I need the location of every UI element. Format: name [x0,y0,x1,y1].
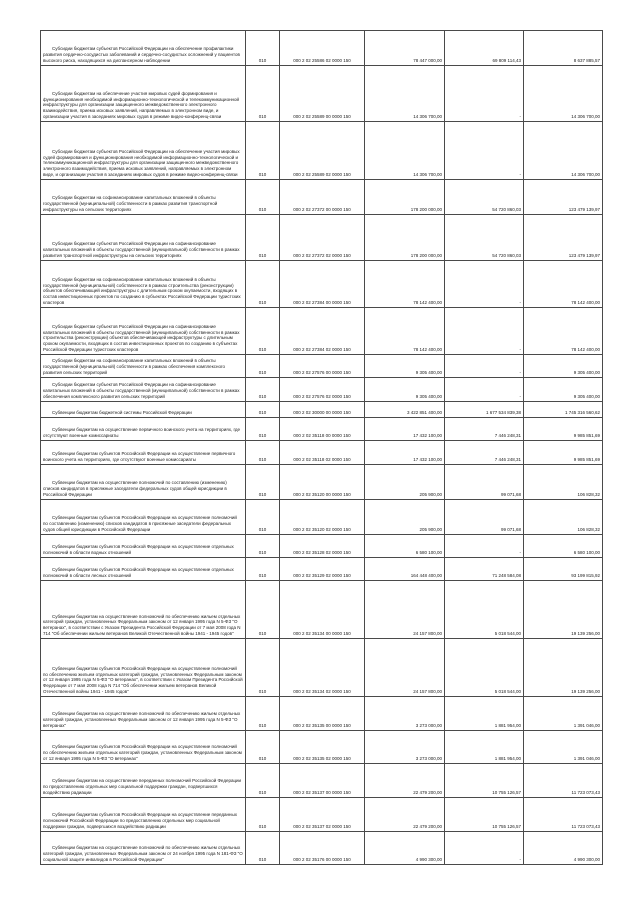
row-name: Субвенции бюджетам на осуществление полномочий по обеспечению жильем отдельных категорий граждан, установленных Федеральным законом от 24 ноября 1995 года N 181-ФЗ "О социальной защите инвалидов в Российской Федерации" [41,832,246,865]
row-unexecuted-amount: 6 580 100,00 [524,535,603,558]
row-budget-classification-code: 000 2 02 35134 00 0000 150 [280,581,365,639]
row-approved-amount: 78 447 000,00 [365,31,445,66]
row-approved-amount: 14 306 700,00 [365,66,445,122]
table-row [41,261,603,308]
row-unexecuted-amount: 1 391 046,00 [524,731,603,764]
row-approved-amount: 3 273 000,00 [365,731,445,764]
row-approved-amount: 4 990 300,00 [365,832,445,865]
row-line-code: 010 [246,308,280,355]
row-name: Субвенции бюджетам бюджетной системы Российской Федерации [41,402,246,418]
row-name: Субвенции бюджетам субъектов Российской Федерации на осуществление переданных полномочий Российской Федерации по предоставлению отдельных мер социальной поддержки граждан, подвергшихся воздействию радиации [41,798,246,832]
row-executed-amount: - [445,832,524,865]
row-name: Субсидии бюджетам на софинансирование капитальных вложений в объекты государственной (муниципальной) собственности в рамках развития транспортной инфраструктуры на сельских территориях [41,180,246,215]
row-name: Субвенции бюджетам субъектов Российской Федерации на осуществление отдельных полномочий в области лесных отношений [41,558,246,581]
row-approved-amount: 205 900,00 [365,465,445,500]
row-line-code: 010 [246,180,280,215]
table-row [41,215,603,261]
row-budget-classification-code: 000 2 02 35118 00 0000 150 [280,418,365,441]
row-unexecuted-amount: 78 142 400,00 [524,261,603,308]
row-budget-classification-code: 000 2 02 35128 02 0000 150 [280,535,365,558]
row-line-code: 010 [246,832,280,865]
row-name: Субсидии бюджетам субъектов Российской Федерации на софинансирование капитальных вложений в объекты государственной (муниципальной) собственности в рамках развития транспортной инфраструктуры на сельских территориях [41,215,246,261]
row-approved-amount: 164 448 400,00 [365,558,445,581]
row-executed-amount: 54 720 860,03 [445,215,524,261]
row-approved-amount: 205 900,00 [365,500,445,535]
row-executed-amount: 1 881 954,00 [445,731,524,764]
row-name: Субвенции бюджетам субъектов Российской Федерации на осуществление полномочий по обеспечению жильем отдельных категорий граждан, установленных Федеральным законом от 12 января 1995 года N 5-ФЗ "О ветеранах", в соответствии с Указом Президента Российской Федерации от 7 мая 2008 года N 714 "Об обеспечении жильем ветеранов Великой Отечественной войны 1941 - 1945 годов" [41,639,246,697]
row-line-code: 010 [246,500,280,535]
row-executed-amount: - [445,66,524,122]
row-name: Субсидии бюджетам субъектов Российской Федерации на софинансирование капитальных вложений в объекты государственной (муниципальной) собственности в рамках обеспечения комплексного развития сельских территорий [41,378,246,402]
row-unexecuted-amount: 9 305 400,00 [524,355,603,378]
row-approved-amount: 22 479 200,00 [365,764,445,798]
row-unexecuted-amount: 1 391 046,00 [524,697,603,731]
row-line-code: 010 [246,441,280,465]
row-budget-classification-code: 000 2 02 27372 02 0000 150 [280,215,365,261]
row-budget-classification-code: 000 2 02 35134 02 0000 150 [280,639,365,697]
table-row [41,535,603,558]
row-budget-classification-code: 000 2 02 25586 02 0000 150 [280,31,365,66]
row-line-code: 010 [246,581,280,639]
row-unexecuted-amount: 4 990 300,00 [524,832,603,865]
row-unexecuted-amount: 93 199 815,92 [524,558,603,581]
table-row [41,639,603,697]
table-row [41,402,603,418]
table-row [41,378,603,402]
row-line-code: 010 [246,697,280,731]
row-name: Субсидии бюджетам субъектов Российской Федерации на обеспечение участия мировых судей формирования и функционирования необходимой информационно-технологической и телекоммуникационной инфраструктуры для организации защищенного межведомственного электронного взаимодействия, приема исковых заявлений, направляемых в электронном виде, и организации участия в заседаниях мировых судов в режиме видео-конференц-связи [41,122,246,180]
row-name: Субсидии бюджетам на обеспечение участия мировых судей формирования и функционирования необходимой информационно-технологической и телекоммуникационной инфраструктуры для организации защищенного межведомственного электронного взаимодействия, приема исковых заявлений, направляемых в электронном виде, и организации участия в заседаниях мировых судов в режиме видео-конференц-связи [41,66,246,122]
row-line-code: 010 [246,66,280,122]
row-executed-amount: - [445,308,524,355]
row-budget-classification-code: 000 2 02 27384 02 0000 150 [280,308,365,355]
row-budget-classification-code: 000 2 02 35129 02 0000 150 [280,558,365,581]
table-row [41,500,603,535]
row-executed-amount: 7 446 248,31 [445,441,524,465]
row-unexecuted-amount: 78 142 400,00 [524,308,603,355]
row-unexecuted-amount: 11 723 073,43 [524,798,603,832]
row-line-code: 010 [246,639,280,697]
row-name: Субсидии бюджетам на софинансирование капитальных вложений в объекты государственной (муниципальной) собственности в рамках строительства (реконструкции) объектов обеспечивающей инфраструктуры с длительным сроком окупаемости, входящих в состав инвестиционных проектов по созданию в субъектах Российской Федерации туристских кластеров [41,261,246,308]
row-unexecuted-amount: 14 306 700,00 [524,122,603,180]
row-name: Субвенции бюджетам на осуществление полномочий по обеспечению жильем отдельных категорий граждан, установленных Федеральным законом от 12 января 1995 года N 5-ФЗ "О ветеранах" [41,697,246,731]
row-executed-amount: 5 018 544,00 [445,639,524,697]
row-budget-classification-code: 000 2 02 25589 02 0000 150 [280,122,365,180]
table-row [41,558,603,581]
row-line-code: 010 [246,798,280,832]
row-line-code: 010 [246,215,280,261]
row-budget-classification-code: 000 2 02 27576 02 0000 150 [280,378,365,402]
table-row [41,441,603,465]
table-row [41,798,603,832]
table-row [41,418,603,441]
row-line-code: 010 [246,355,280,378]
row-name: Субвенции бюджетам на осуществление полномочий по обеспечению жильем отдельных категорий граждан, установленных Федеральным законом от 12 января 1995 года N 5-ФЗ "О ветеранах", в соответствии с Указом Президента Российской Федерации от 7 мая 2008 года N 714 "Об обеспечении жильем ветеранов Великой Отечественной войны 1941 - 1945 годов" [41,581,246,639]
row-approved-amount: 6 580 100,00 [365,535,445,558]
row-budget-classification-code: 000 2 02 35135 02 0000 150 [280,731,365,764]
row-name: Субвенции бюджетам субъектов Российской Федерации на осуществление полномочий по составлению (изменению) списков кандидатов в присяжные заседатели федеральных судов общей юрисдикции в Российской Федерации [41,500,246,535]
row-executed-amount: 1 881 954,00 [445,697,524,731]
row-line-code: 010 [246,31,280,66]
row-executed-amount: - [445,261,524,308]
row-name: Субвенции бюджетам на осуществление полномочий по составлению (изменению) списков кандидатов в присяжные заседатели федеральных судов общей юрисдикции в Российской Федерации [41,465,246,500]
row-approved-amount: 3 422 851 400,00 [365,402,445,418]
row-unexecuted-amount: 9 985 851,69 [524,418,603,441]
row-executed-amount: 99 071,68 [445,465,524,500]
row-approved-amount: 3 273 000,00 [365,697,445,731]
table-row [41,355,603,378]
row-executed-amount: 1 677 534 839,38 [445,402,524,418]
row-approved-amount: 78 142 400,00 [365,308,445,355]
table-row [41,122,603,180]
row-line-code: 010 [246,261,280,308]
row-line-code: 010 [246,418,280,441]
row-budget-classification-code: 000 2 02 35120 02 0000 150 [280,500,365,535]
row-approved-amount: 9 305 400,00 [365,355,445,378]
row-unexecuted-amount: 9 305 400,00 [524,378,603,402]
table-row [41,180,603,215]
row-budget-classification-code: 000 2 02 35118 02 0000 150 [280,441,365,465]
row-unexecuted-amount: 106 828,32 [524,465,603,500]
row-approved-amount: 178 200 000,00 [365,215,445,261]
row-executed-amount: 10 755 126,57 [445,798,524,832]
row-approved-amount: 17 432 100,00 [365,418,445,441]
budget-execution-table [40,30,603,865]
row-budget-classification-code: 000 2 02 25589 00 0000 150 [280,66,365,122]
table-row [41,66,603,122]
row-budget-classification-code: 000 2 02 27384 00 0000 150 [280,261,365,308]
row-line-code: 010 [246,731,280,764]
row-approved-amount: 24 157 800,00 [365,581,445,639]
table-row [41,697,603,731]
row-line-code: 010 [246,535,280,558]
row-budget-classification-code: 000 2 02 35135 00 0000 150 [280,697,365,731]
row-executed-amount: 10 755 126,57 [445,764,524,798]
row-unexecuted-amount: 11 723 073,43 [524,764,603,798]
table-row [41,31,603,66]
row-name: Субвенции бюджетам на осуществление переданных полномочий Российской Федерации по предоставлению отдельных мер социальной поддержки граждан, подвергшихся воздействию радиации [41,764,246,798]
row-executed-amount: 5 018 544,00 [445,581,524,639]
budget-report-page [40,30,602,865]
row-executed-amount: - [445,378,524,402]
row-executed-amount: 54 720 860,03 [445,180,524,215]
row-approved-amount: 22 479 200,00 [365,798,445,832]
row-executed-amount: - [445,122,524,180]
row-executed-amount: 69 809 114,43 [445,31,524,66]
row-unexecuted-amount: 19 139 256,00 [524,581,603,639]
row-unexecuted-amount: 1 745 316 560,62 [524,402,603,418]
row-unexecuted-amount: 106 828,32 [524,500,603,535]
table-row [41,308,603,355]
row-executed-amount: 71 248 584,08 [445,558,524,581]
row-line-code: 010 [246,558,280,581]
row-unexecuted-amount: 123 479 139,97 [524,180,603,215]
row-name: Субвенции бюджетам субъектов Российской Федерации на осуществление первичного воинского учета на территориях, где отсутствуют военные комиссариаты [41,441,246,465]
row-unexecuted-amount: 14 306 700,00 [524,66,603,122]
row-approved-amount: 14 306 700,00 [365,122,445,180]
table-row [41,465,603,500]
row-budget-classification-code: 000 2 02 27372 00 0000 150 [280,180,365,215]
row-budget-classification-code: 000 2 02 35120 00 0000 150 [280,465,365,500]
table-row [41,764,603,798]
table-row [41,581,603,639]
row-budget-classification-code: 000 2 02 35137 02 0000 150 [280,798,365,832]
row-line-code: 010 [246,764,280,798]
row-unexecuted-amount: 8 637 885,57 [524,31,603,66]
row-approved-amount: 17 432 100,00 [365,441,445,465]
row-name: Субвенции бюджетам субъектов Российской Федерации на осуществление полномочий по обеспечению жильем отдельных категорий граждан, установленных Федеральным законом от 12 января 1995 года N 5-ФЗ "О ветеранах" [41,731,246,764]
row-approved-amount: 78 142 400,00 [365,261,445,308]
row-unexecuted-amount: 123 479 139,97 [524,215,603,261]
row-executed-amount: - [445,535,524,558]
row-unexecuted-amount: 9 985 851,69 [524,441,603,465]
table-row [41,731,603,764]
row-budget-classification-code: 000 2 02 35137 00 0000 150 [280,764,365,798]
row-name: Субсидии бюджетам субъектов Российской Федерации на обеспечение профилактики развития сердечно-сосудистых заболеваний и сердечно-сосудистых осложнений у пациентов высокого риска, находящихся на диспансерном наблюдении [41,31,246,66]
row-line-code: 010 [246,122,280,180]
row-line-code: 010 [246,402,280,418]
row-name: Субсидии бюджетам субъектов Российской Федерации на софинансирование капитальных вложений в объекты государственной (муниципальной) собственности в рамках строительства (реконструкции) объектов обеспечивающей инфраструктуры с длительным сроком окупаемости, входящих в состав инвестиционных проектов по созданию в субъектах Российской Федерации туристских кластеров [41,308,246,355]
row-executed-amount: 99 071,68 [445,500,524,535]
row-unexecuted-amount: 19 139 256,00 [524,639,603,697]
row-approved-amount: 24 157 800,00 [365,639,445,697]
row-approved-amount: 178 200 000,00 [365,180,445,215]
row-budget-classification-code: 000 2 02 35176 00 0000 150 [280,832,365,865]
row-approved-amount: 9 305 400,00 [365,378,445,402]
row-executed-amount: 7 446 248,31 [445,418,524,441]
row-budget-classification-code: 000 2 02 27576 00 0000 150 [280,355,365,378]
row-line-code: 010 [246,378,280,402]
row-name: Субвенции бюджетам субъектов Российской Федерации на осуществление отдельных полномочий в области водных отношений [41,535,246,558]
row-line-code: 010 [246,465,280,500]
row-executed-amount: - [445,355,524,378]
row-name: Субсидии бюджетам на софинансирование капитальных вложений в объекты государственной (муниципальной) собственности в рамках обеспечения комплексного развития сельских территорий [41,355,246,378]
table-row [41,832,603,865]
row-budget-classification-code: 000 2 02 30000 00 0000 150 [280,402,365,418]
row-name: Субвенции бюджетам на осуществление первичного воинского учета на территориях, где отсутствуют военные комиссариаты [41,418,246,441]
